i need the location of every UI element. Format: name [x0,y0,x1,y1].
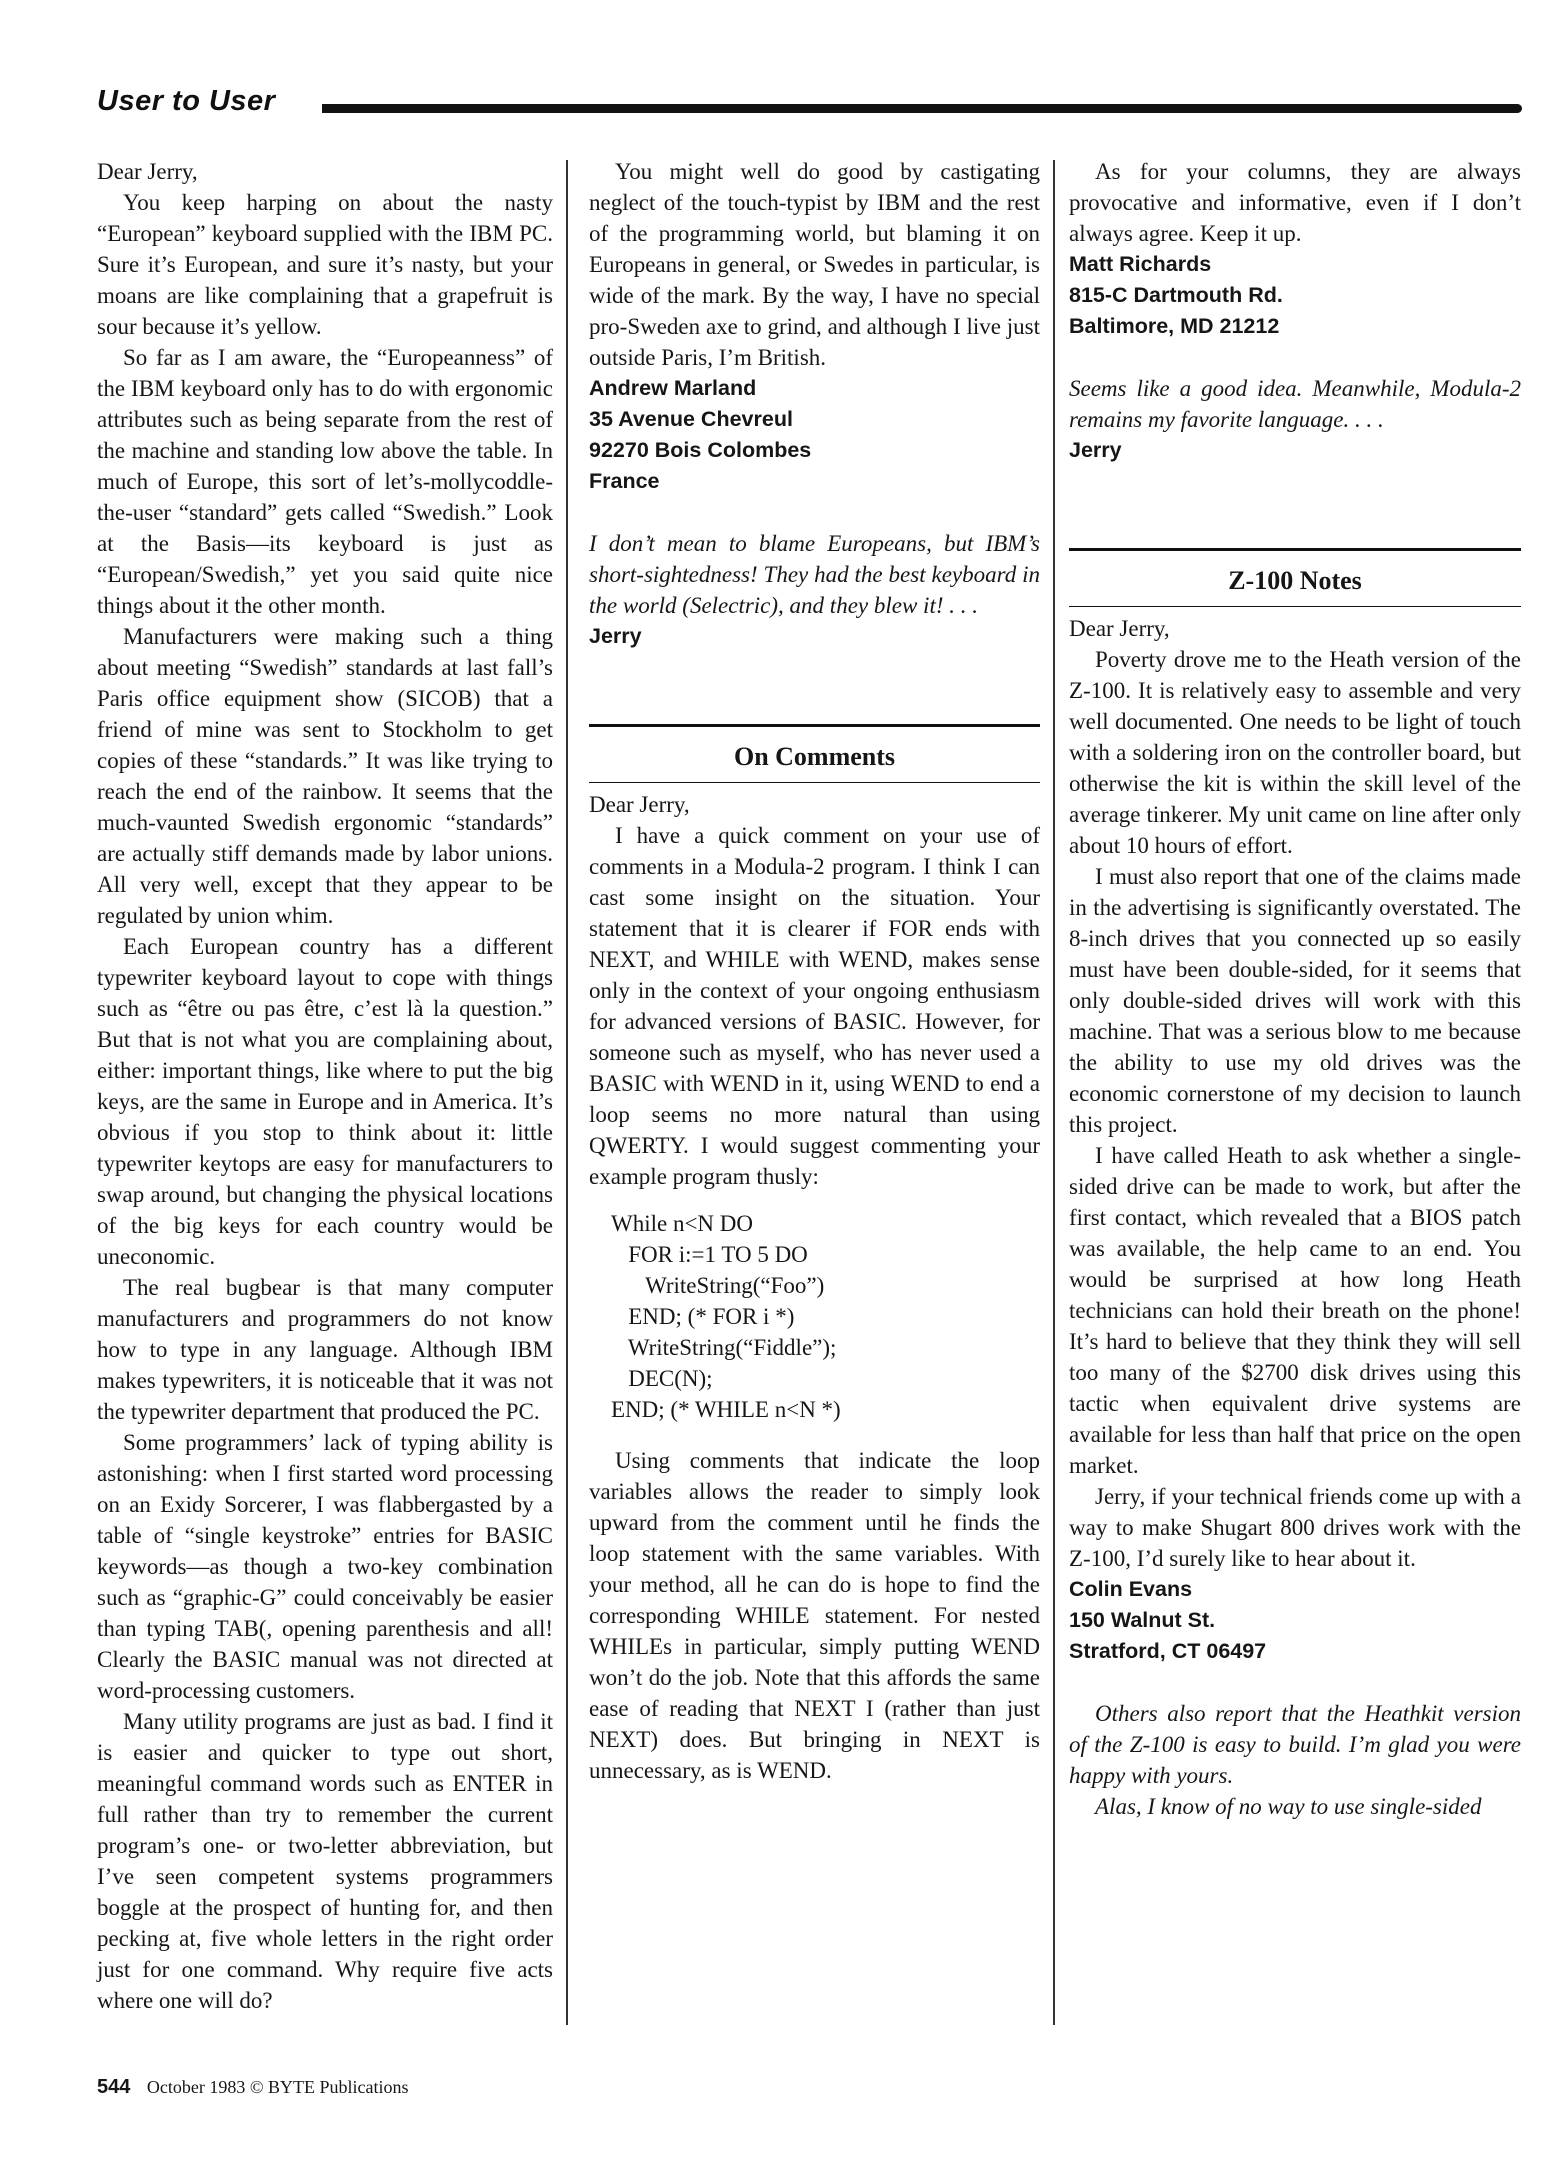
code-listing: While n<N DO FOR i:=1 TO 5 DO WriteString(“Foo”) END; (* FOR i *) WriteString(“Fiddle”); DEC(N); END; (* WHILE n<N *) [611,1211,841,1422]
paragraph: As for your columns, they are always provocative and informative, even if I don’t always agree. Keep it up. [1069,159,1521,246]
signature-address: 35 Avenue Chevreul [589,407,793,431]
signature-address: 92270 Bois Colombes [589,438,812,462]
section-heading-box [589,724,1040,783]
paragraph: Using comments that indicate the loop variables allows the reader to simply look upward from the comment until he finds the loop statement with the same variables. With your method, all he can do is hope to find the corresponding WHILE statement. For nested WHILEs in particular, simply putting WEND won’t do the job. Note that this affords the same ease of reading that NEXT I (rather than just NEXT) does. But bringing in NEXT is unnecessary, as is WEND. [589,1448,1040,1783]
editor-signature: Jerry [589,624,642,648]
column-divider [1053,160,1055,2025]
signature-address: 150 Walnut St. [1069,1608,1216,1632]
paragraph: Each European country has a different typewriter keyboard layout to cope with things such as “être ou pas être, c’est là la question.” But that is not what you are complaining about, either: important things, like where to put the big keys, are the same in Europe and in America. It’s obvious if you stop to think about it: little typewriter keytops are easy for manufacturers to swap around, but changing the physical locations of the big keys for each country would be uneconomic. [97,934,553,1269]
page-number: 544 [97,2076,131,2098]
column-3 [1069,156,1521,1822]
imprint: October 1983 © BYTE Publications [146,2077,409,2097]
paragraph: Many utility programs are just as bad. I find it is easier and quicker to type out short, meaningful command words such as ENTER in full rather than try to remember the current program’s one- or two-letter abbreviation, but I’ve seen competent systems programmers boggle at the prospect of hunting for, and then pecking at, five whole letters in the right order just for one command. Why require five acts where one will do? [97,1709,553,2013]
signature-address: France [589,469,660,493]
editor-reply: Alas, I know of no way to use single-sided [1095,1794,1482,1819]
section-title: On Comments [733,742,896,771]
paragraph: Jerry, if your technical friends come up with a way to make Shugart 800 drives work with the Z-100, I’d surely like to hear about it. [1069,1484,1521,1571]
signature-address: 815-C Dartmouth Rd. [1069,283,1283,307]
signature-name: Matt Richards [1069,252,1212,276]
section-title: Z-100 Notes [1228,566,1362,595]
paragraph: Manufacturers were making such a thing about meeting “Swedish” standards at last fall’s Paris office equipment show (SICOB) that a friend of mine was sent to Stockholm to get copies of these “standards.” It was like trying to reach the end of the rainbow. It seems that the much-vaunted Swedish ergonomic “standards” are actually stiff demands made by labor unions. All very well, except that they appear to be regulated by union whim. [97,624,553,928]
signature-address: Baltimore, MD 21212 [1069,314,1280,338]
editor-reply: Seems like a good idea. Meanwhile, Modula-2 remains my favorite language. . . . [1069,376,1521,432]
signature-name: Colin Evans [1069,1577,1193,1601]
paragraph: I have a quick comment on your use of comments in a Modula-2 program. I think I can cast some insight on the situation. Your statement that it is clearer if FOR ends with NEXT, and WHILE with WEND, makes sense only in the context of your ongoing enthusiasm for advanced versions of BASIC. However, for someone such as myself, who has never used a BASIC with WEND in it, using WEND to end a loop seems no more natural than using QWERTY. I would suggest commenting your example program thusly: [589,823,1040,1189]
salutation: Dear Jerry, [589,792,690,817]
salutation: Dear Jerry, [97,159,198,184]
paragraph: You keep harping on about the nasty “European” keyboard supplied with the IBM PC. Sure it’s European, and sure it’s nasty, but your moans are like complaining that a grapefruit is sour because it’s yellow. [97,190,553,339]
paragraph: The real bugbear is that many computer manufacturers and programmers do not know how to type in any language. Although IBM makes typewriters, it is noticeable that it was not the typewriter department that produced the PC. [97,1275,553,1424]
editor-reply: I don’t mean to blame Europeans, but IBM’s short-sightedness! They had the best keyboard in the world (Selectric), and they blew it! . . . [589,531,1040,618]
paragraph: So far as I am aware, the “Europeanness” of the IBM keyboard only has to do with ergonomic attributes such as being separate from the rest of the machine and standing low above the table. In much of Europe, this sort of let’s-mollycoddle-the-user “standard” gets called “Swedish.” Look at the Basis—its keyboard is just as “European/Swedish,” yet you said quite nice things about it the other month. [97,345,553,618]
editor-reply: Others also report that the Heathkit version of the Z-100 is easy to build. I’m glad you were happy with yours. [1069,1701,1521,1788]
header-rule [322,104,1522,113]
paragraph: Some programmers’ lack of typing ability is astonishing: when I first started word processing on an Exidy Sorcerer, I was flabbergasted by a table of “single keystroke” entries for BASIC keywords—as though a two-key combination such as “graphic-G” could conceivably be easier than typing TAB(, opening parenthesis and all! Clearly the BASIC manual was not directed at word-processing customers. [97,1430,553,1703]
section-heading: User to User [97,85,276,117]
page-footer [97,2076,409,2099]
paragraph: I have called Heath to ask whether a single-sided drive can be made to work, but after the first contact, which revealed that a BIOS patch was available, the help came to an end. You would be surprised at how long Heath technicians can hold their breath on the phone! It’s hard to believe that they think they will sell too many of the $2700 disk drives using this tactic when equivalent drive systems are available for less than half that price on the open market. [1069,1143,1521,1478]
salutation: Dear Jerry, [1069,616,1170,641]
editor-signature: Jerry [1069,438,1122,462]
paragraph: Poverty drove me to the Heath version of the Z-100. It is relatively easy to assemble and very well documented. One needs to be light of touch with a soldering iron on the controller board, but otherwise the kit is within the skill level of the average tinkerer. My unit came on line after only about 10 hours of effort. [1069,647,1521,858]
signature-name: Andrew Marland [589,376,757,400]
column-divider [566,160,568,2025]
column-2 [589,156,1040,1786]
page-header [97,86,1522,116]
paragraph: I must also report that one of the claims made in the advertising is significantly overstated. The 8-inch drives that you connected up so easily must have been double-sided, for it seems that only double-sided drives will work with this machine. That was a serious blow to me because the ability to use my old drives was the economic cornerstone of my decision to launch this project. [1069,864,1521,1137]
column-1 [97,156,553,2016]
signature-address: Stratford, CT 06497 [1069,1639,1267,1663]
section-heading-box [1069,548,1521,607]
paragraph: You might well do good by castigating neglect of the touch-typist by IBM and the rest of the programming world, but blaming it on Europeans in general, or Swedes in particular, is wide of the mark. By the way, I have no special pro-Sweden axe to grind, and although I live just outside Paris, I’m British. [589,159,1040,370]
